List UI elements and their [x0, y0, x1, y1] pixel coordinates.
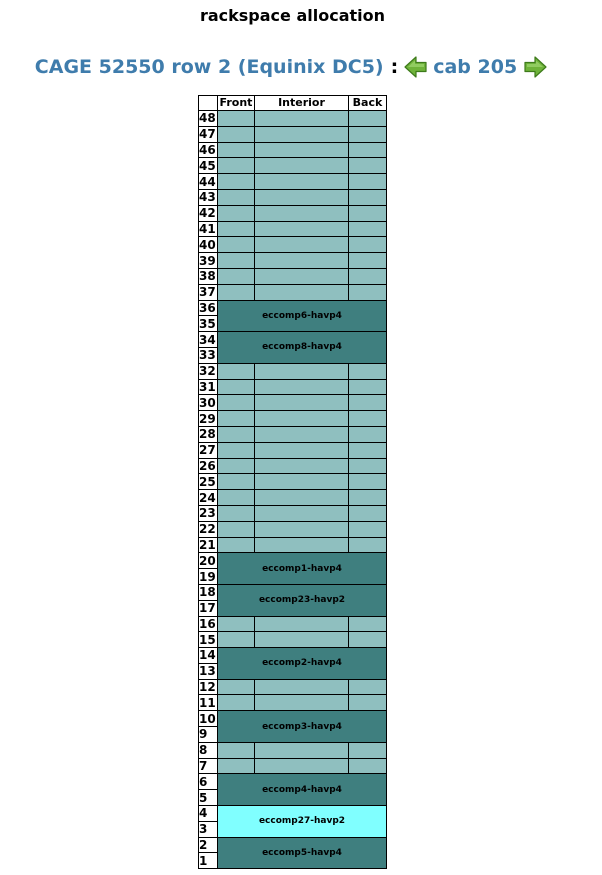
unit-number: 8 — [199, 742, 218, 758]
unit-number: 19 — [199, 569, 216, 584]
unit-number: 30 — [199, 395, 216, 410]
rack-unit-row — [199, 616, 387, 632]
unit-number: 16 — [199, 616, 216, 631]
rack-header-row — [199, 96, 387, 111]
unit-number: 29 — [199, 411, 216, 426]
unit-number: 38 — [199, 269, 216, 284]
unit-number: 45 — [199, 158, 216, 173]
rack-unit-row — [199, 837, 387, 853]
free-slot-front — [218, 379, 255, 395]
unit-number: 34 — [199, 332, 216, 347]
free-slot-interior — [255, 111, 349, 127]
free-slot-interior — [255, 379, 349, 395]
free-slot-back — [349, 521, 387, 537]
free-slot-interior — [255, 679, 349, 695]
free-slot-back — [349, 284, 387, 300]
unit-number: 28 — [199, 427, 216, 442]
rack-unit-row — [199, 584, 387, 600]
unit-number: 17 — [199, 601, 216, 616]
right-arrow-icon[interactable] — [523, 55, 547, 79]
unit-number: 46 — [199, 142, 216, 157]
rack-unit-row — [199, 300, 387, 316]
rack-unit-row — [199, 758, 387, 774]
free-slot-back — [349, 253, 387, 269]
unit-number: 7 — [199, 758, 218, 774]
rack-unit-row — [199, 332, 387, 348]
unit-number: 40 — [199, 237, 216, 252]
unit-number: 21 — [199, 537, 216, 552]
rack-unit-row — [199, 395, 387, 411]
unit-number: 13 — [199, 664, 216, 679]
free-slot-back — [349, 268, 387, 284]
free-slot-front — [218, 221, 255, 237]
free-slot-interior — [255, 126, 349, 142]
unit-number: 43 — [199, 190, 216, 205]
unit-number: 25 — [199, 474, 216, 489]
unit-number: 22 — [199, 522, 216, 537]
unit-number: 12 — [199, 680, 216, 695]
free-slot-back — [349, 458, 387, 474]
unit-number: 10 — [199, 711, 216, 726]
free-slot-back — [349, 189, 387, 205]
rack-unit-row — [199, 742, 387, 758]
page-title: rackspace allocation — [199, 6, 386, 25]
rack-unit-row — [199, 126, 387, 142]
rack-unit-row — [199, 774, 387, 790]
free-slot-back — [349, 142, 387, 158]
rack-unit-row — [199, 553, 387, 569]
back-column-header: Back — [349, 96, 387, 111]
free-slot-interior — [255, 426, 349, 442]
free-slot-back — [349, 363, 387, 379]
free-slot-back — [349, 505, 387, 521]
free-slot-front — [218, 411, 255, 427]
free-slot-front — [218, 253, 255, 269]
free-slot-interior — [255, 411, 349, 427]
free-slot-front — [218, 126, 255, 142]
rack-unit-row — [199, 284, 387, 300]
free-slot-interior — [255, 205, 349, 221]
free-slot-interior — [255, 474, 349, 490]
free-slot-interior — [255, 742, 349, 758]
free-slot-back — [349, 474, 387, 490]
free-slot-front — [218, 490, 255, 506]
breadcrumb-separator: : — [390, 56, 399, 78]
unit-column-header — [199, 96, 218, 111]
rack-object[interactable]: eccomp4-havp4 — [218, 774, 387, 806]
unit-number: 5 — [199, 790, 218, 806]
free-slot-front — [218, 679, 255, 695]
rack-unit-row — [199, 379, 387, 395]
unit-number: 42 — [199, 206, 216, 221]
unit-number: 39 — [199, 253, 216, 268]
free-slot-front — [218, 742, 255, 758]
free-slot-back — [349, 442, 387, 458]
free-slot-front — [218, 189, 255, 205]
rack-unit-row — [199, 158, 387, 174]
free-slot-front — [218, 111, 255, 127]
front-column-header: Front — [218, 96, 255, 111]
free-slot-back — [349, 426, 387, 442]
free-slot-front — [218, 505, 255, 521]
rack-table — [198, 95, 387, 869]
free-slot-front — [218, 616, 255, 632]
free-slot-back — [349, 632, 387, 648]
unit-number: 26 — [199, 458, 216, 473]
free-slot-front — [218, 632, 255, 648]
rack-unit-row — [199, 679, 387, 695]
rack-unit-row — [199, 806, 387, 822]
free-slot-back — [349, 158, 387, 174]
free-slot-front — [218, 205, 255, 221]
free-slot-front — [218, 174, 255, 190]
free-slot-back — [349, 679, 387, 695]
free-slot-interior — [255, 458, 349, 474]
unit-number: 3 — [199, 821, 218, 837]
rack-unit-row — [199, 632, 387, 648]
free-slot-back — [349, 221, 387, 237]
free-slot-back — [349, 695, 387, 711]
rack-unit-row — [199, 411, 387, 427]
location-link[interactable]: CAGE 52550 row 2 (Equinix DC5) — [34, 56, 384, 78]
free-slot-front — [218, 537, 255, 553]
unit-number: 18 — [199, 585, 216, 600]
interior-column-header: Interior — [255, 96, 349, 111]
free-slot-front — [218, 758, 255, 774]
free-slot-back — [349, 111, 387, 127]
free-slot-front — [218, 521, 255, 537]
rack-unit-row — [199, 189, 387, 205]
unit-number: 14 — [199, 648, 216, 663]
free-slot-front — [218, 158, 255, 174]
unit-number: 24 — [199, 490, 216, 505]
unit-number: 6 — [199, 774, 218, 790]
rack-unit-row — [199, 695, 387, 711]
unit-number: 36 — [199, 300, 216, 315]
rack-unit-row — [199, 442, 387, 458]
rack-unit-row — [199, 648, 387, 664]
rack-unit-row — [199, 521, 387, 537]
rack-object[interactable]: eccomp3-havp4 — [218, 711, 387, 743]
free-slot-front — [218, 442, 255, 458]
free-slot-interior — [255, 395, 349, 411]
free-slot-interior — [255, 490, 349, 506]
unit-number: 9 — [199, 727, 218, 743]
free-slot-back — [349, 174, 387, 190]
free-slot-back — [349, 411, 387, 427]
free-slot-front — [218, 426, 255, 442]
unit-number: 47 — [199, 127, 216, 142]
rack-object[interactable]: eccomp27-havp2 — [218, 806, 387, 838]
free-slot-front — [218, 474, 255, 490]
unit-number: 31 — [199, 379, 216, 394]
rack-body — [199, 111, 387, 869]
rack-unit-row — [199, 505, 387, 521]
unit-number: 23 — [199, 506, 216, 521]
unit-number: 37 — [199, 285, 216, 300]
free-slot-interior — [255, 237, 349, 253]
free-slot-back — [349, 379, 387, 395]
free-slot-back — [349, 126, 387, 142]
free-slot-front — [218, 142, 255, 158]
free-slot-back — [349, 616, 387, 632]
unit-number: 32 — [199, 364, 216, 379]
rack-unit-row — [199, 711, 387, 727]
rack-unit-row — [199, 205, 387, 221]
rack-unit-row — [199, 474, 387, 490]
unit-number: 48 — [199, 111, 216, 126]
unit-number: 35 — [199, 316, 216, 331]
rack-unit-row — [199, 490, 387, 506]
free-slot-interior — [255, 442, 349, 458]
free-slot-interior — [255, 695, 349, 711]
free-slot-front — [218, 395, 255, 411]
free-slot-interior — [255, 758, 349, 774]
unit-number: 41 — [199, 221, 216, 236]
free-slot-interior — [255, 253, 349, 269]
free-slot-back — [349, 395, 387, 411]
rack-object[interactable]: eccomp2-havp4 — [218, 648, 387, 680]
rack-object[interactable]: eccomp1-havp4 — [218, 553, 387, 585]
free-slot-front — [218, 237, 255, 253]
rack-unit-row — [199, 268, 387, 284]
free-slot-back — [349, 490, 387, 506]
rack-unit-row — [199, 426, 387, 442]
unit-number: 4 — [199, 806, 218, 822]
free-slot-back — [349, 742, 387, 758]
free-slot-interior — [255, 363, 349, 379]
rack-unit-row — [199, 174, 387, 190]
free-slot-front — [218, 268, 255, 284]
rack-unit-row — [199, 237, 387, 253]
free-slot-back — [349, 537, 387, 553]
free-slot-interior — [255, 158, 349, 174]
rack-link[interactable]: cab 205 — [433, 56, 518, 78]
rack-unit-row — [199, 363, 387, 379]
free-slot-interior — [255, 521, 349, 537]
rack-object[interactable]: eccomp5-havp4 — [218, 837, 387, 869]
unit-number: 2 — [199, 837, 218, 853]
rack-object[interactable]: eccomp8-havp4 — [218, 332, 387, 364]
rack-unit-row — [199, 537, 387, 553]
left-arrow-icon[interactable] — [404, 55, 428, 79]
rack-unit-row — [199, 111, 387, 127]
free-slot-back — [349, 205, 387, 221]
unit-number: 15 — [199, 632, 216, 647]
unit-number: 27 — [199, 443, 216, 458]
free-slot-interior — [255, 174, 349, 190]
free-slot-front — [218, 363, 255, 379]
unit-number: 11 — [199, 695, 216, 710]
free-slot-front — [218, 284, 255, 300]
rack-unit-row — [199, 221, 387, 237]
free-slot-front — [218, 458, 255, 474]
free-slot-back — [349, 237, 387, 253]
free-slot-back — [349, 758, 387, 774]
free-slot-interior — [255, 189, 349, 205]
unit-number: 33 — [199, 348, 216, 363]
unit-number: 44 — [199, 174, 216, 189]
free-slot-interior — [255, 221, 349, 237]
unit-number: 1 — [199, 853, 218, 869]
rack-unit-row — [199, 142, 387, 158]
free-slot-interior — [255, 505, 349, 521]
rack-object[interactable]: eccomp23-havp2 — [218, 584, 387, 616]
rack-title — [0, 55, 582, 79]
free-slot-interior — [255, 142, 349, 158]
rack-object[interactable]: eccomp6-havp4 — [218, 300, 387, 332]
free-slot-interior — [255, 284, 349, 300]
free-slot-interior — [255, 632, 349, 648]
free-slot-interior — [255, 537, 349, 553]
free-slot-interior — [255, 616, 349, 632]
free-slot-front — [218, 695, 255, 711]
unit-number: 20 — [199, 553, 216, 568]
rack-unit-row — [199, 253, 387, 269]
rack-unit-row — [199, 458, 387, 474]
free-slot-interior — [255, 268, 349, 284]
